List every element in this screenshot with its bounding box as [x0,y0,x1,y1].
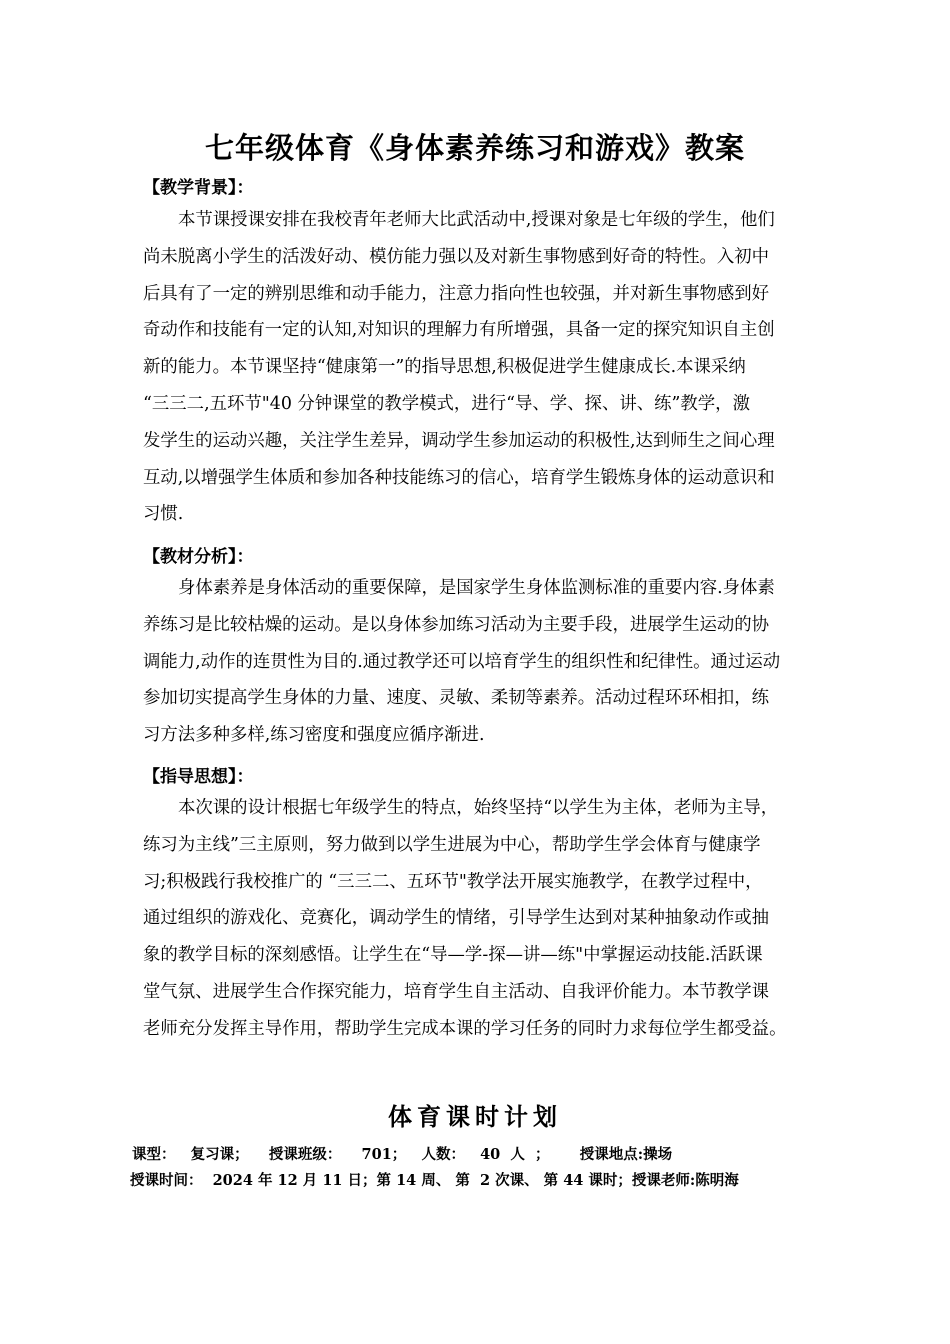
section-paragraph-guiding [143,790,863,1048]
paragraph-line: 新的能力。本节课坚持“健康第一”的指导思想,积极促进学生健康成长.本课采纳 [143,357,746,378]
section-heading-background: 【教学背景】： [143,178,254,198]
paragraph-line: 养练习是比较枯燥的运动。是以身体参加练习活动为主要手段，进展学生运动的协 [143,614,770,635]
paragraph-line: 奇动作和技能有一定的认知,对知识的理解力有所增强，具备一定的探究知识自主创 [143,320,775,341]
section-heading-guiding: 【指导思想】： [143,767,254,787]
paragraph-line: 后具有了一定的辨别思维和动手能力，注意力指向性也较强，并对新生事物感到好 [143,283,770,304]
paragraph-line: 发学生的运动兴趣，关注学生差异，调动学生参加运动的积极性,达到师生之间心理 [143,430,775,451]
paragraph-line: 象的教学目标的深刻感悟。让学生在“导—学-探—讲—练"中掌握运动技能.活跃课 [143,945,763,966]
lesson-plan-info-row-2 [130,1171,739,1191]
section-heading-material: 【教材分析】： [143,547,254,567]
paragraph-line: 参加切实提高学生身体的力量、速度、灵敏、柔韧等素养。活动过程环环相扣，练 [143,688,770,709]
section-paragraph-material [143,570,863,754]
lesson-plan-title: 体育课时计划 [388,1102,562,1131]
paragraph-line: 身体素养是身体活动的重要保障，是国家学生身体监测标准的重要内容.身体素 [178,578,775,598]
paragraph-line: 本次课的设计根据七年级学生的特点，始终坚持“以学生为主体，老师为主导， [178,798,779,818]
paragraph-line: 老师充分发挥主导作用，帮助学生完成本课的学习任务的同时力求每位学生都受益。 [143,1018,787,1039]
paragraph-line: 通过组织的游戏化、竞赛化，调动学生的情绪，引导学生达到对某种抽象动作或抽 [143,908,770,929]
lesson-plan-info-row-1 [132,1145,672,1165]
lesson-plan-info-text: 授课时间： 2024 年 12 月 11 日；第 14 周、 第 2 次课、 第 44 课时；授课老师:陈明海 [130,1172,739,1189]
paragraph-line: 习惯. [143,504,184,525]
lesson-plan-info-text: 课型： 复习课； 授课班级： 701； 人数： 40 人 ； 授课地点:操场 [132,1146,673,1163]
paragraph-line: 堂气氛、进展学生合作探究能力，培育学生自主活动、自我评价能力。本节教学课 [143,981,770,1002]
paragraph-line: 练习为主线”三主原则，努力做到以学生进展为中心，帮助学生学会体育与健康学 [143,834,761,855]
paragraph-line: 习;积极践行我校推广的 “三三二、五环节"教学法开展实施教学，在教学过程中， [143,871,763,892]
paragraph-line: “三三二,五环节"40 分钟课堂的教学模式，进行“导、学、探、讲、练”教学，激 [143,393,750,414]
paragraph-line: 调能力,动作的连贯性为目的.通过教学还可以培育学生的组织性和纪律性。通过运动 [143,651,781,672]
paragraph-line: 互动,以增强学生体质和参加各种技能练习的信心，培育学生锻炼身体的运动意识和 [143,467,775,488]
paragraph-line: 本节课授课安排在我校青年老师大比武活动中,授课对象是七年级的学生，他们 [178,210,775,230]
paragraph-line: 习方法多种多样,练习密度和强度应循序渐进. [143,725,485,746]
document-title: 七年级体育《身体素养练习和游戏》教案 [204,131,745,165]
section-paragraph-background [143,202,863,533]
paragraph-line: 尚未脱离小学生的活泼好动、模仿能力强以及对新生事物感到好奇的特性。入初中 [143,246,770,267]
